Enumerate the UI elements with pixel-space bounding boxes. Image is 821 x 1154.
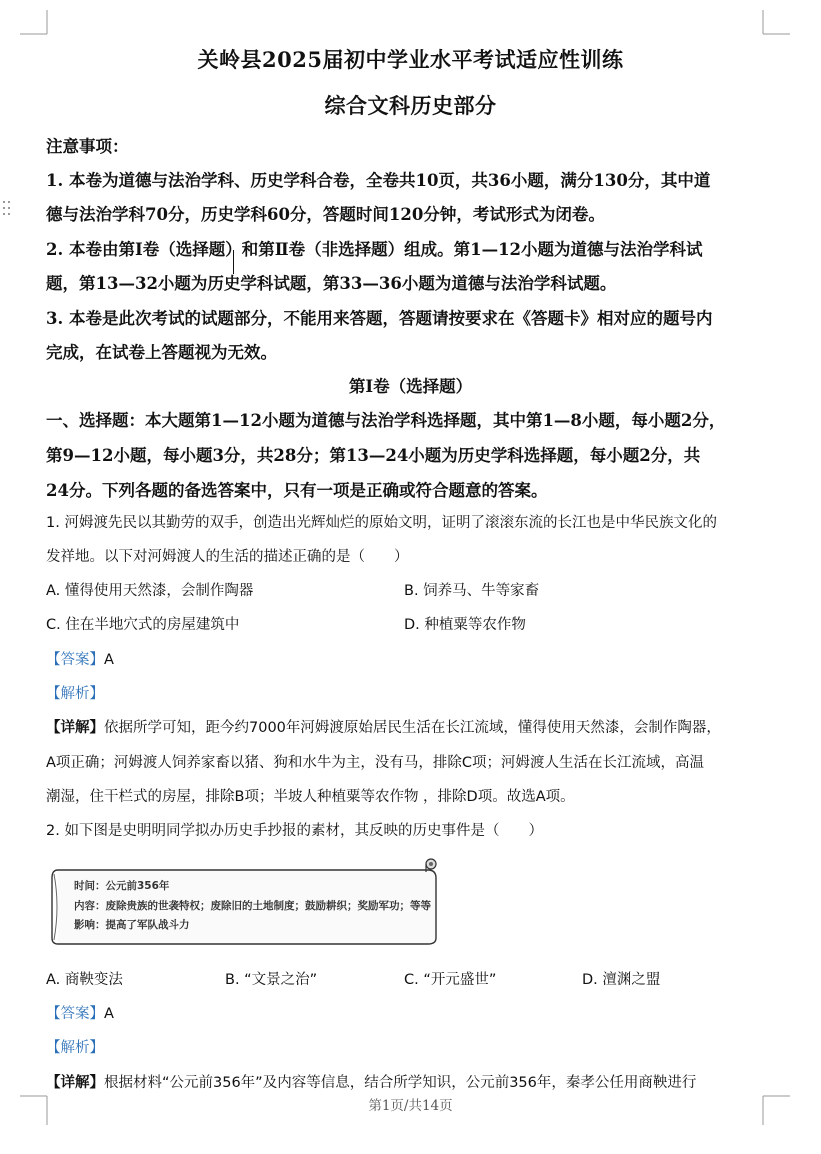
question-1-stem: 1. 河姆渡先民以其勤劳的双手，创造出光辉灿烂的原始文明，证明了滚滚东流的长江也是中华民族文化的 (46, 515, 717, 531)
notice-heading: 注意事项： (46, 137, 129, 156)
answer-tag: 【答案】 (46, 1006, 104, 1022)
notice-line: 德与法治学科70分，历史学科60分，答题时间120分钟，考试形式为闭卷。 (46, 205, 605, 224)
notice-line: 2. 本卷由第Ⅰ卷（选择题）和第Ⅱ卷（非选择题）组成。第1—12小题为道德与法治学科试 (46, 240, 703, 259)
question-2-detail (46, 1071, 696, 1092)
question-1-option-a: A. 懂得使用天然漆，会制作陶器 (46, 583, 254, 599)
page-subtitle: 综合文科历史部分 (324, 93, 497, 118)
answer-value: A (104, 652, 114, 668)
notice-line: 3. 本卷是此次考试的试题部分，不能用来答题，答题请按要求在《答题卡》相对应的题号内 (46, 309, 713, 328)
question-2-stem: 2. 如下图是史明明同学拟办历史手抄报的素材，其反映的历史事件是（ ） (46, 823, 543, 839)
question-1-option-c: C. 住在半地穴式的房屋建筑中 (46, 617, 240, 633)
question-1-option-d: D. 种植粟等农作物 (404, 617, 526, 633)
page-title: 关岭县2025届初中学业水平考试适应性训练 (197, 47, 624, 72)
question-2-option-d: D. 澶渊之盟 (582, 972, 661, 988)
question-2-option-b: B. “文景之治” (225, 972, 318, 988)
corner-mark-top-left (20, 10, 48, 36)
analysis-tag: 【解析】 (46, 686, 104, 702)
corner-mark-top-right (762, 10, 790, 36)
detail-text: 依据所学可知，距今约7000年河姆渡原始居民生活在长江流域，懂得使用天然漆，会制作陶器， (104, 720, 721, 736)
section-instruction-line: 一、选择题：本大题第1—12小题为道德与法治学科选择题，其中第1—8小题，每小题2分， (46, 411, 726, 430)
analysis-tag: 【解析】 (46, 1040, 104, 1056)
notice-line: 1. 本卷为道德与法治学科、历史学科合卷，全卷共10页，共36小题，满分130分，其中道 (46, 171, 711, 190)
notice-line: 完成，在试卷上答题视为无效。 (46, 343, 277, 362)
detail-tag: 【详解】 (46, 1075, 104, 1091)
section-instruction-line: 24分。下列各题的备选答案中，只有一项是正确或符合题意的答案。 (46, 481, 548, 500)
question-1-stem: 发祥地。以下对河姆渡人的生活的描述正确的是（ ） (46, 549, 409, 565)
question-1-detail-line: 潮湿，住干栏式的房屋，排除B项；半坡人种植粟等农作物 ，排除D项。故选A项。 (46, 789, 575, 805)
answer-value: A (104, 1006, 114, 1022)
scroll-content: 内容：废除贵族的世袭特权；废除旧的土地制度；鼓励耕织；奖励军功；等等 (74, 900, 431, 912)
question-1-option-b: B. 饲养马、牛等家畜 (404, 583, 540, 599)
scroll-impact: 影响：提高了军队战斗力 (74, 919, 190, 931)
history-scroll-image (50, 858, 438, 948)
detail-tag: 【详解】 (46, 720, 104, 736)
notice-line: 题，第13—32小题为历史学科试题，第33—36小题为道德与法治学科试题。 (46, 274, 617, 293)
question-1-detail (46, 716, 721, 737)
answer-tag: 【答案】 (46, 652, 104, 668)
drag-handle-icon[interactable] (3, 201, 12, 217)
question-2-analysis (46, 1036, 104, 1057)
question-1-detail-line: A项正确；河姆渡人饲养家畜以猪、狗和水牛为主，没有马，排除C项；河姆渡人生活在长江流域，高温 (46, 755, 705, 771)
question-1-answer (46, 648, 114, 669)
question-2-option-c: C. “开元盛世” (404, 972, 497, 988)
detail-text: 根据材料“公元前356年”及内容等信息，结合所学知识，公元前356年，秦孝公任用商鞅进行 (104, 1075, 697, 1091)
page-number-footer: 第1页/共14页 (368, 1098, 453, 1114)
scroll-time: 时间：公元前356年 (74, 880, 170, 892)
question-1-analysis (46, 682, 104, 703)
question-2-option-a: A. 商鞅变法 (46, 972, 123, 988)
section-title: 第Ⅰ卷（选择题） (348, 377, 473, 396)
section-instruction-line: 第9—12小题，每小题3分，共28分；第13—24小题为历史学科选择题，每小题2分，共 (46, 446, 701, 465)
question-2-answer (46, 1002, 114, 1023)
